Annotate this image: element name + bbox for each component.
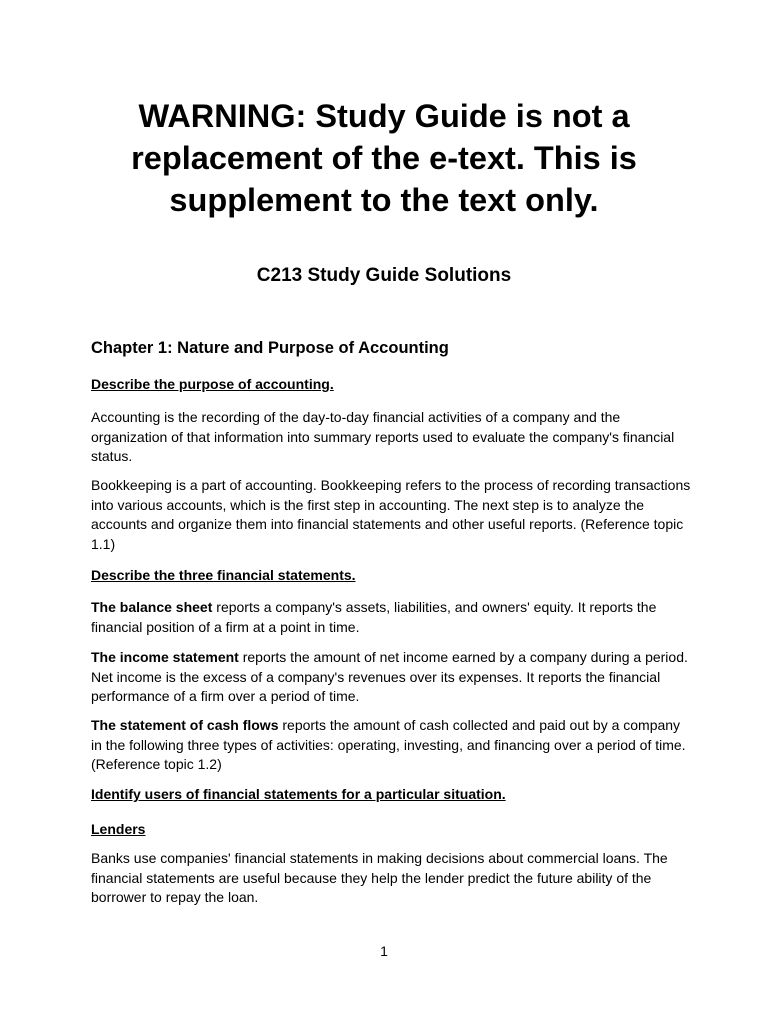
- term-cash-flows: The statement of cash flows: [91, 717, 279, 733]
- balance-sheet-description: reports a company's assets, liabilities, and owners' equity. It reports the financial position of a firm at a point in time.: [91, 599, 657, 635]
- warning-line-1: WARNING: Study Guide is not a: [138, 98, 630, 134]
- page-number: 1: [380, 943, 388, 959]
- document-subtitle: C213 Study Guide Solutions: [256, 265, 512, 286]
- cash-flows-description: reports the amount of cash collected and paid out by a company in the following three types of activities: operating, investing, and financing over a period of time. (Reference topic 1.2): [91, 717, 686, 772]
- paragraph-cash-flows: [91, 716, 691, 775]
- chapter-title: Chapter 1: Nature and Purpose of Accounting: [91, 339, 449, 357]
- paragraph-accounting-definition: Accounting is the recording of the day-to-day financial activities of a company and the organization of that information into summary reports used to evaluate the company's financial status.: [91, 409, 675, 464]
- section-heading-lenders: Lenders: [91, 821, 146, 837]
- warning-line-3: supplement to the text only.: [169, 182, 599, 218]
- paragraph-bookkeeping: Bookkeeping is a part of accounting. Bookkeeping refers to the process of recording transactions into various accounts, which is the first step in accounting. The next step is to analyze the accounts and organize them into financial statements and other useful reports. (Reference topic 1.1): [91, 477, 691, 552]
- paragraph-income-statement: [91, 648, 691, 707]
- section-heading-purpose: Describe the purpose of accounting.: [91, 376, 334, 392]
- section-heading-statements: Describe the three financial statements.: [91, 567, 356, 583]
- warning-heading: [60, 95, 708, 221]
- term-income-statement: The income statement: [91, 649, 239, 665]
- paragraph-lenders: Banks use companies' financial statements in making decisions about commercial loans. The financial statements are useful because they help the lender predict the future ability of the borrower to repay the loan.: [91, 850, 668, 905]
- paragraph-balance-sheet: [91, 598, 691, 637]
- section-heading-users: Identify users of financial statements for a particular situation.: [91, 786, 506, 802]
- term-balance-sheet: The balance sheet: [91, 599, 213, 615]
- warning-line-2: replacement of the e-text. This is: [131, 140, 637, 176]
- income-statement-description: reports the amount of net income earned by a company during a period. Net income is the excess of a company's revenues over its expenses. It reports the financial performance of a firm over a period of time.: [91, 649, 688, 704]
